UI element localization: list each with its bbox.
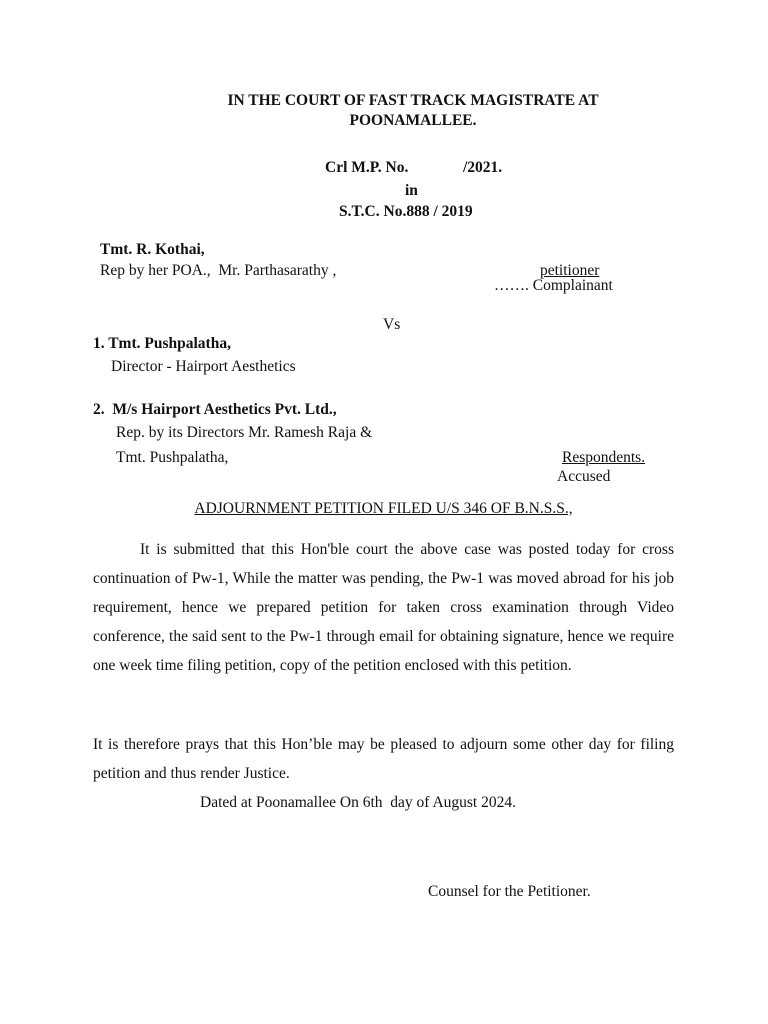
court-heading-line2: POONAMALLEE.	[349, 112, 477, 129]
counsel-signature: Counsel for the Petitioner.	[428, 883, 591, 900]
respondents-role-accused: Accused	[557, 468, 611, 485]
petitioner-role-complainant: ……. Complainant	[494, 277, 613, 294]
respondent-2-rep: Rep. by its Directors Mr. Ramesh Raja &	[116, 424, 373, 441]
versus-label: Vs	[383, 316, 401, 333]
in-label: in	[405, 182, 418, 199]
petitioner-name: Tmt. R. Kothai,	[100, 241, 205, 258]
stc-number: S.T.C. No.888 / 2019	[339, 203, 473, 220]
crl-mp-label: Crl M.P. No.	[325, 159, 409, 176]
respondents-role: Respondents.	[562, 449, 646, 466]
respondent-2-rep-cont: Tmt. Pushpalatha,	[116, 449, 229, 466]
crl-mp-year: /2021.	[463, 159, 503, 176]
petition-title: ADJOURNMENT PETITION FILED U/S 346 OF B.N.S.S.,	[194, 500, 573, 517]
respondent-1-desc: Director - Hairport Aesthetics	[111, 358, 296, 375]
respondent-2-name: 2. M/s Hairport Aesthetics Pvt. Ltd.,	[93, 401, 337, 418]
body-paragraph-1: It is submitted that this Hon'ble court the above case was posted today for cross continuation of Pw-1, While the matter was pending, the Pw-1 was moved abroad for his job requirement, hence we prepared petition for taken cross examination through Video conference, the said sent to the Pw-1 through email for obtaining signature, hence we require one week time filing petition, copy of the petition enclosed with this petition.	[93, 541, 674, 674]
respondent-1-name: 1. Tmt. Pushpalatha,	[93, 335, 231, 352]
body-paragraph-2: It is therefore prays that this Hon’ble may be pleased to adjourn some other day for filing petition and thus render Justice.	[93, 736, 674, 782]
court-heading-line1: IN THE COURT OF FAST TRACK MAGISTRATE AT	[227, 92, 599, 109]
dated-line: Dated at Poonamallee On 6th day of August 2024.	[200, 794, 516, 811]
petitioner-rep: Rep by her POA., Mr. Parthasarathy ,	[100, 262, 337, 279]
petitioner-role: petitioner	[540, 262, 600, 279]
